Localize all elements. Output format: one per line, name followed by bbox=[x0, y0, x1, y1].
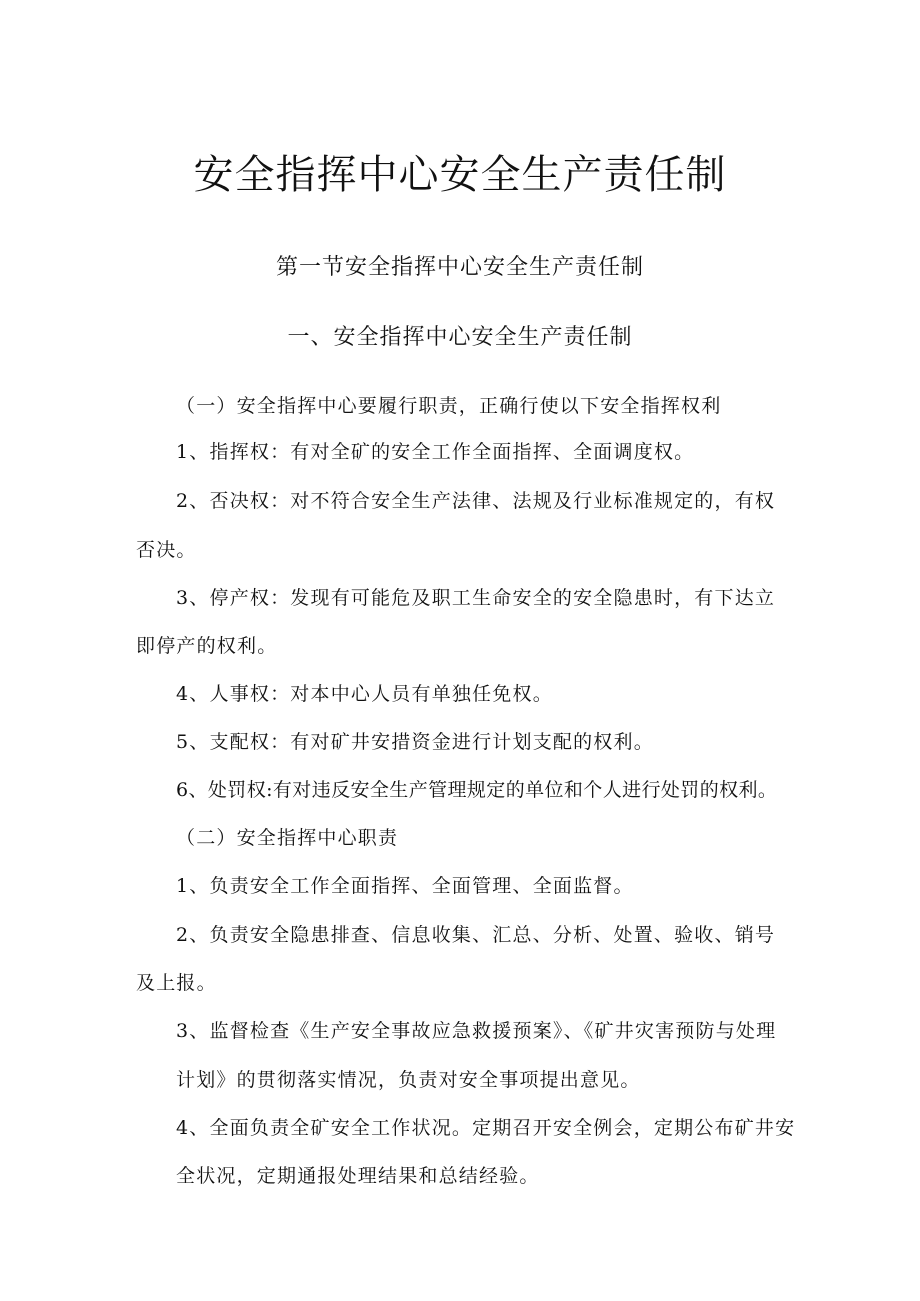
part2-item-3: 3、监督检查《生产安全事故应急救援预案》、《矿井灾害预防与处理 bbox=[176, 1020, 777, 1042]
subsection-heading: 一、安全指挥中心安全生产责任制 bbox=[287, 325, 633, 350]
part2-item-2: 2、负责安全隐患排查、信息收集、汇总、分析、处置、验收、销号 bbox=[176, 924, 776, 946]
part1-heading: （一）安全指挥中心要履行职责，正确行使以下安全指挥权利 bbox=[176, 395, 722, 417]
part2-item-3-cont: 计划》的贯彻落实情况，负责对安全事项提出意见。 bbox=[176, 1069, 641, 1091]
part2-item-1: 1、负责安全工作全面指挥、全面管理、全面监督。 bbox=[176, 875, 634, 897]
part1-item-3: 3、停产权：发现有可能危及职工生命安全的安全隐患时，有下达立 bbox=[176, 587, 776, 609]
document-title: 安全指挥中心安全生产责任制 bbox=[193, 152, 727, 198]
part1-item-6: 6、处罚权:有对违反安全生产管理规定的单位和个人进行处罚的权利。 bbox=[176, 779, 778, 801]
part1-item-5: 5、支配权：有对矿井安措资金进行计划支配的权利。 bbox=[176, 731, 654, 753]
part1-item-4: 4、人事权：对本中心人员有单独任免权。 bbox=[176, 683, 553, 705]
part2-item-2-cont: 及上报。 bbox=[136, 972, 217, 994]
part2-item-4: 4、全面负责全矿安全工作状况。定期召开安全例会，定期公布矿井安 bbox=[176, 1117, 796, 1139]
part2-heading: （二）安全指挥中心职责 bbox=[176, 827, 399, 849]
part1-item-2: 2、否决权：对不符合安全生产法律、法规及行业标准规定的，有权 bbox=[176, 490, 776, 512]
part1-item-1: 1、指挥权：有对全矿的安全工作全面指挥、全面调度权。 bbox=[176, 441, 695, 463]
section-heading: 第一节安全指挥中心安全生产责任制 bbox=[275, 255, 644, 280]
part2-item-4-cont: 全状况，定期通报处理结果和总结经验。 bbox=[176, 1165, 540, 1187]
part1-item-2-cont: 否决。 bbox=[136, 539, 197, 561]
part1-item-3-cont: 即停产的权利。 bbox=[136, 635, 278, 657]
